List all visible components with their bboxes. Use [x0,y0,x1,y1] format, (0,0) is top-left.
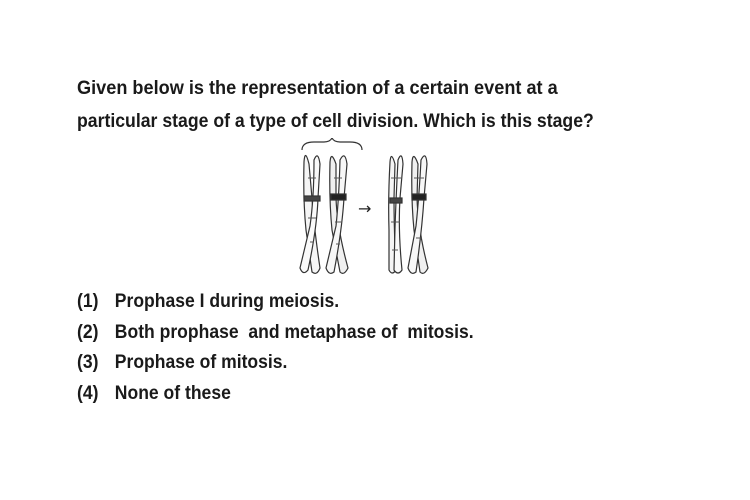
pair-brace [302,138,362,150]
option-3[interactable] [77,347,474,378]
option-4[interactable] [77,378,474,409]
question-line-1: Given below is the representation of a certain event at a [77,77,558,99]
option-number: (1) [77,290,99,312]
answer-options [77,286,518,408]
option-text: Both prophase and metaphase of mitosis. [114,320,474,343]
chromosome-pair-right [389,156,428,273]
chromosome-pair-left [300,155,348,273]
option-number: (3) [77,351,99,373]
question-text [77,72,637,138]
arrow-icon: → [358,199,372,218]
option-number: (2) [77,320,99,343]
option-1[interactable] [77,286,474,317]
option-text: Prophase of mitosis. [114,351,288,373]
option-number: (4) [77,381,99,404]
option-2[interactable] [77,317,474,348]
chromosome-figure [290,138,450,280]
option-text: None of these [114,381,231,404]
option-text: Prophase I during meiosis. [114,290,340,312]
question-line-2: particular stage of a type of cell division. Which is this stage? [77,110,594,132]
